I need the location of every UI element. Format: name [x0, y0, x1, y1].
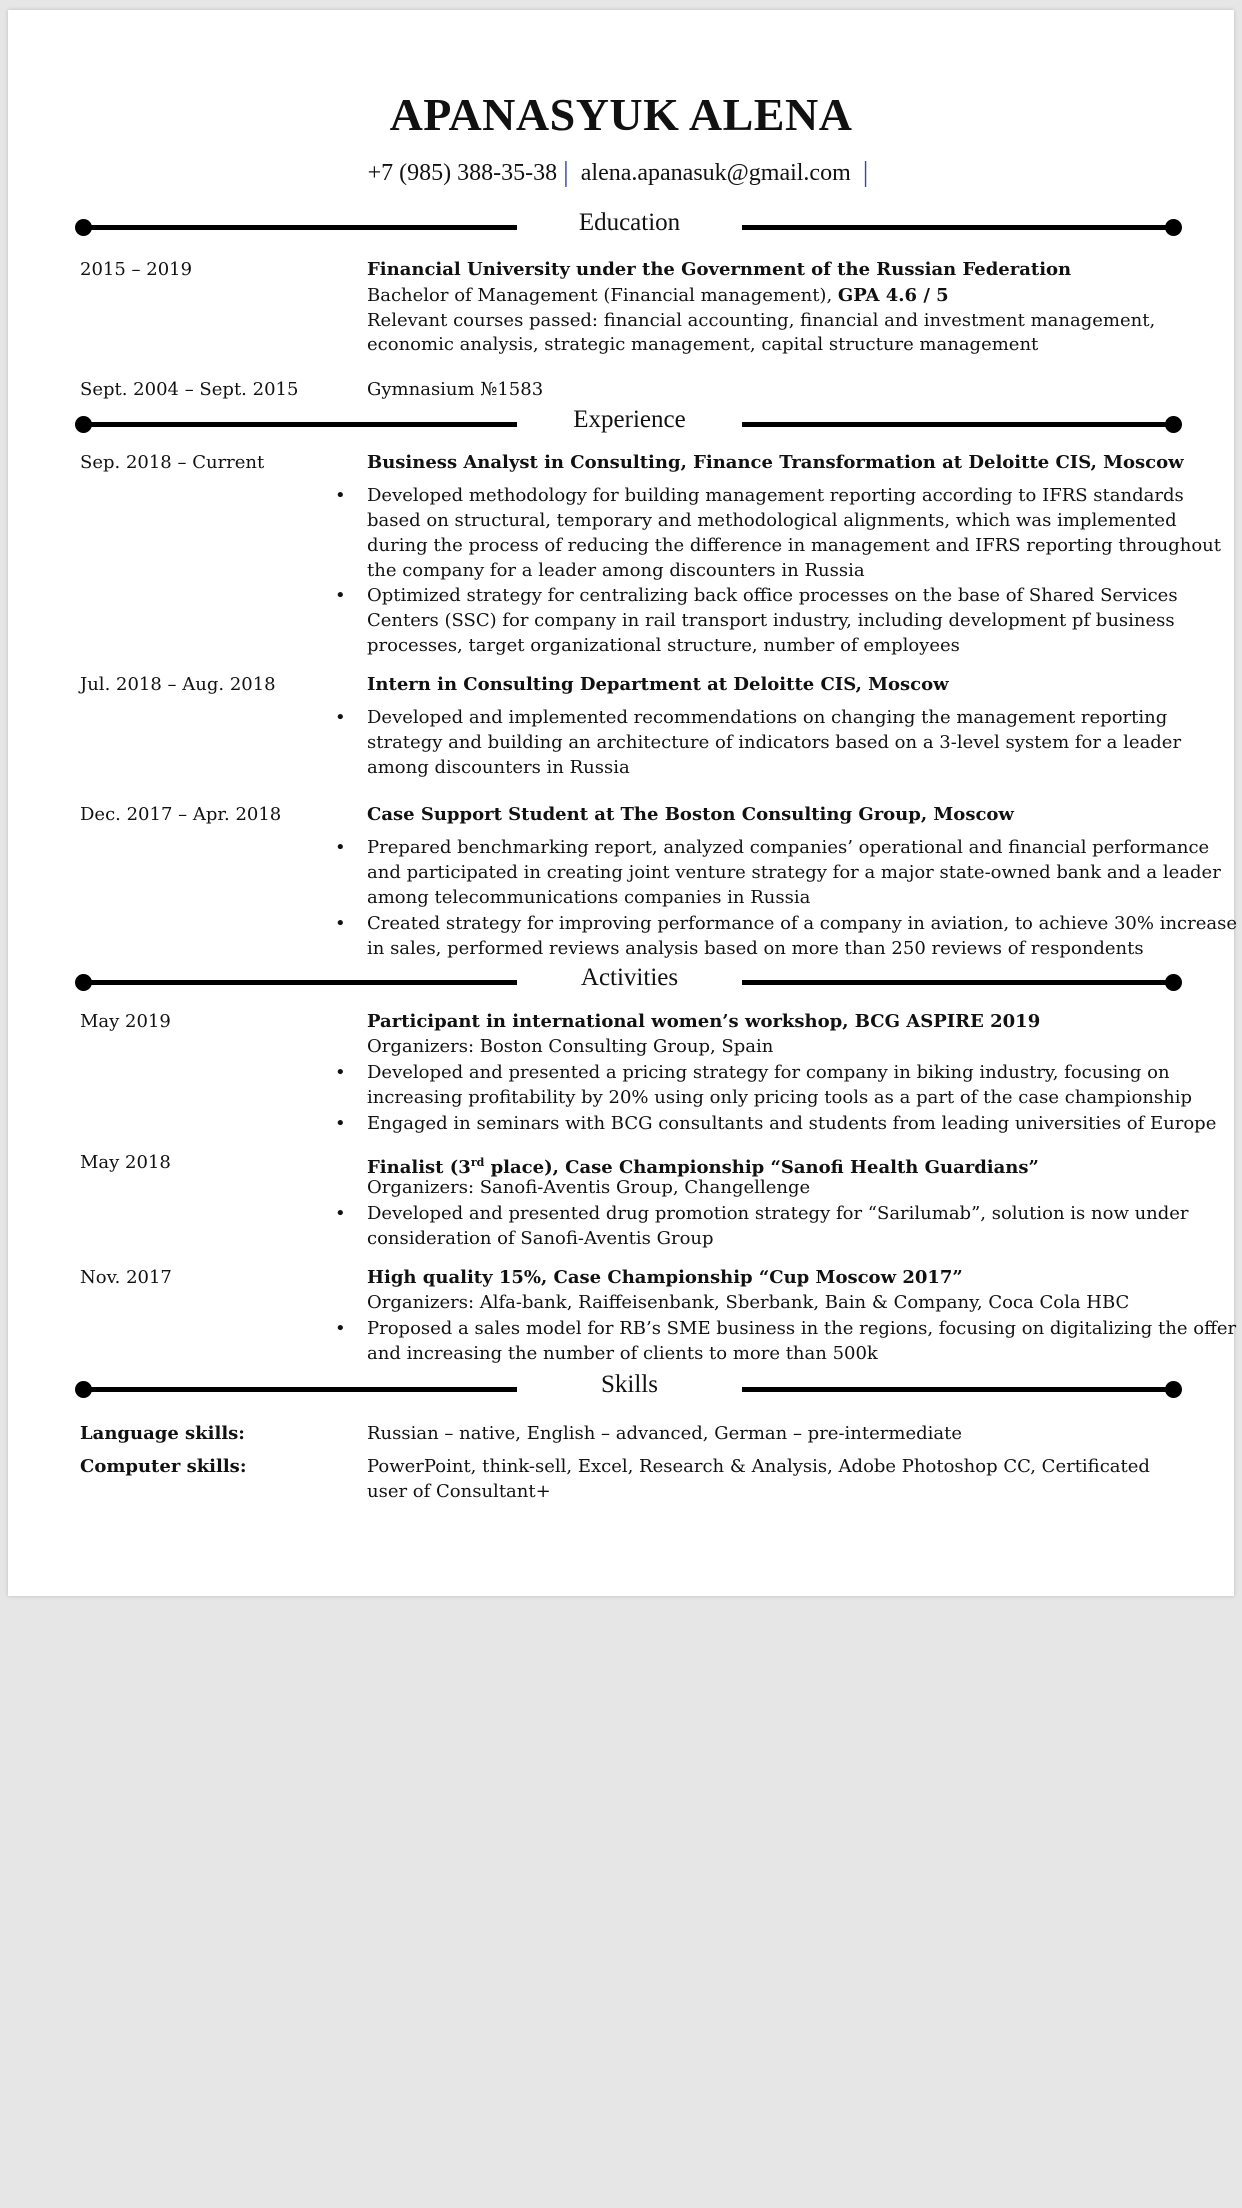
- section-title: Activities: [580, 964, 679, 991]
- degree-line: [367, 283, 949, 308]
- bullet-item: [335, 1316, 1237, 1366]
- bullet-line: based on structural, temporary and methodological alignments, which was implemented: [367, 510, 1177, 531]
- section-rule: [742, 422, 1173, 427]
- section-rule: [83, 980, 517, 985]
- entry-title: Gymnasium №1583: [367, 379, 544, 400]
- bullet-line: strategy and building an architecture of indicators based on a 3-level system for a leader: [367, 732, 1182, 753]
- bullet-line: and participated in creating joint venture strategy for a major state-owned bank and a leader: [367, 862, 1221, 883]
- entry-date: Sep. 2018 – Current: [80, 452, 265, 473]
- entry-title: High quality 15%, Case Championship “Cup Moscow 2017”: [367, 1267, 963, 1288]
- degree-text: Bachelor of Management (Financial management),: [367, 285, 838, 306]
- title-part: place), Case Championship “Sanofi Health Guardians”: [484, 1157, 1039, 1178]
- bullet-line: processes, target organizational structure, number of employees: [367, 635, 960, 656]
- bullet-mark: •: [335, 1062, 346, 1083]
- organizers-line: Organizers: Boston Consulting Group, Spain: [367, 1036, 774, 1057]
- skills-label: Language skills:: [80, 1423, 245, 1444]
- bullet-line: Centers (SSC) for company in rail transport industry, including development pf business: [367, 610, 1175, 631]
- section-rule: [83, 422, 517, 427]
- section-header-experience: [75, 406, 1181, 442]
- bullet-line: Developed methodology for building management reporting according to IFRS standards: [367, 485, 1184, 506]
- section-rule: [742, 980, 1173, 985]
- bullet-mark: •: [335, 585, 346, 606]
- bullet-item: [335, 1060, 1193, 1110]
- bullet-item: [335, 835, 1221, 910]
- section-title: Experience: [573, 406, 686, 433]
- bullet-line: and increasing the number of clients to more than 500k: [367, 1343, 878, 1364]
- section-title: Education: [578, 209, 681, 236]
- bullet-mark: •: [335, 837, 346, 858]
- skills-value: user of Consultant+: [367, 1481, 551, 1502]
- bullet-line: the company for a leader among discounters in Russia: [367, 560, 865, 581]
- entry-date: Dec. 2017 – Apr. 2018: [80, 804, 282, 825]
- separator: |: [563, 157, 569, 188]
- bullet-item: [335, 1111, 1217, 1136]
- section-rule: [83, 225, 517, 230]
- bullet-mark: •: [335, 1113, 346, 1134]
- contact-line: [8, 156, 1234, 188]
- entry-date: Sept. 2004 – Sept. 2015: [80, 379, 299, 400]
- section-rule: [83, 1387, 517, 1392]
- timeline-dot: [1165, 974, 1182, 991]
- bullet-line: consideration of Sanofi-Aventis Group: [367, 1228, 714, 1249]
- bullet-mark: •: [335, 707, 346, 728]
- entry-date: May 2019: [80, 1011, 171, 1032]
- skills-value: Russian – native, English – advanced, German – pre-intermediate: [367, 1423, 963, 1444]
- organizers-line: Organizers: Alfa-bank, Raiffeisenbank, Sberbank, Bain & Company, Coca Cola HBC: [367, 1292, 1130, 1313]
- bullet-line: during the process of reducing the difference in management and IFRS reporting throughout: [367, 535, 1221, 556]
- entry-title: Business Analyst in Consulting, Finance Transformation at Deloitte CIS, Moscow: [367, 452, 1184, 473]
- timeline-dot: [1165, 416, 1182, 433]
- bullet-line: in sales, performed reviews analysis based on more than 250 reviews of respondents: [367, 938, 1144, 959]
- bullet-line: increasing profitability by 20% using only pricing tools as a part of the case championship: [367, 1087, 1193, 1108]
- skills-value: PowerPoint, think-sell, Excel, Research & Analysis, Adobe Photoshop CC, Certificated: [367, 1456, 1150, 1477]
- entry-title: Intern in Consulting Department at Deloitte CIS, Moscow: [367, 674, 949, 695]
- gpa-text: GPA 4.6 / 5: [837, 285, 949, 306]
- title-part: Finalist (3: [367, 1157, 471, 1178]
- section-header-education: [75, 209, 1181, 245]
- separator: |: [862, 157, 869, 188]
- bullet-line: among telecommunications companies in Russia: [367, 887, 811, 908]
- bullet-line: Created strategy for improving performance of a company in aviation, to achieve 30% increase: [367, 913, 1238, 934]
- bullet-mark: •: [335, 1203, 346, 1224]
- entry-date: Nov. 2017: [80, 1267, 172, 1288]
- bullet-line: Engaged in seminars with BCG consultants and students from leading universities of Europe: [367, 1113, 1217, 1134]
- bullet-item: [335, 583, 1178, 658]
- timeline-dot: [1165, 1381, 1182, 1398]
- courses-line: Relevant courses passed: financial accounting, financial and investment management,: [367, 310, 1156, 331]
- timeline-dot: [1165, 219, 1182, 236]
- entry-date: May 2018: [80, 1152, 171, 1173]
- bullet-line: Developed and presented a pricing strategy for company in biking industry, focusing on: [367, 1062, 1170, 1083]
- bullet-line: Proposed a sales model for RB’s SME business in the regions, focusing on digitalizing the offer: [367, 1318, 1237, 1339]
- bullet-item: [335, 483, 1221, 583]
- entry-title: Participant in international women’s workshop, BCG ASPIRE 2019: [367, 1011, 1041, 1032]
- bullet-mark: •: [335, 485, 346, 506]
- bullet-line: among discounters in Russia: [367, 757, 630, 778]
- entry-title: Case Support Student at The Boston Consulting Group, Moscow: [367, 804, 1014, 825]
- bullet-item: [335, 1201, 1189, 1251]
- entry-title: Financial University under the Government of the Russian Federation: [367, 259, 1072, 280]
- section-header-activities: [75, 964, 1181, 1000]
- title-superscript: rd: [470, 1156, 485, 1169]
- phone-number: +7 (985) 388-35-38: [367, 160, 558, 186]
- bullet-line: Optimized strategy for centralizing back office processes on the base of Shared Services: [367, 585, 1178, 606]
- entry-date: 2015 – 2019: [80, 259, 193, 280]
- resume-page: [8, 10, 1238, 1596]
- section-rule: [742, 1387, 1173, 1392]
- bullet-mark: •: [335, 1318, 346, 1339]
- bullet-line: Developed and presented drug promotion strategy for “Sarilumab”, solution is now under: [367, 1203, 1189, 1224]
- bullet-item: [335, 705, 1182, 780]
- bullet-line: Prepared benchmarking report, analyzed companies’ operational and financial performance: [367, 837, 1210, 858]
- bullet-mark: •: [335, 913, 346, 934]
- skills-label: Computer skills:: [80, 1456, 247, 1477]
- section-rule: [742, 225, 1173, 230]
- candidate-name: APANASYUK ALENA: [389, 89, 853, 140]
- section-header-skills: [75, 1371, 1181, 1407]
- email-address: alena.apanasuk@gmail.com: [580, 160, 851, 186]
- organizers-line: Organizers: Sanofi-Aventis Group, Changellenge: [367, 1177, 811, 1198]
- courses-line: economic analysis, strategic management, capital structure management: [367, 334, 1039, 355]
- bullet-line: Developed and implemented recommendations on changing the management reporting: [367, 707, 1168, 728]
- entry-date: Jul. 2018 – Aug. 2018: [80, 674, 276, 695]
- section-title: Skills: [601, 1371, 658, 1398]
- bullet-item: [335, 911, 1238, 961]
